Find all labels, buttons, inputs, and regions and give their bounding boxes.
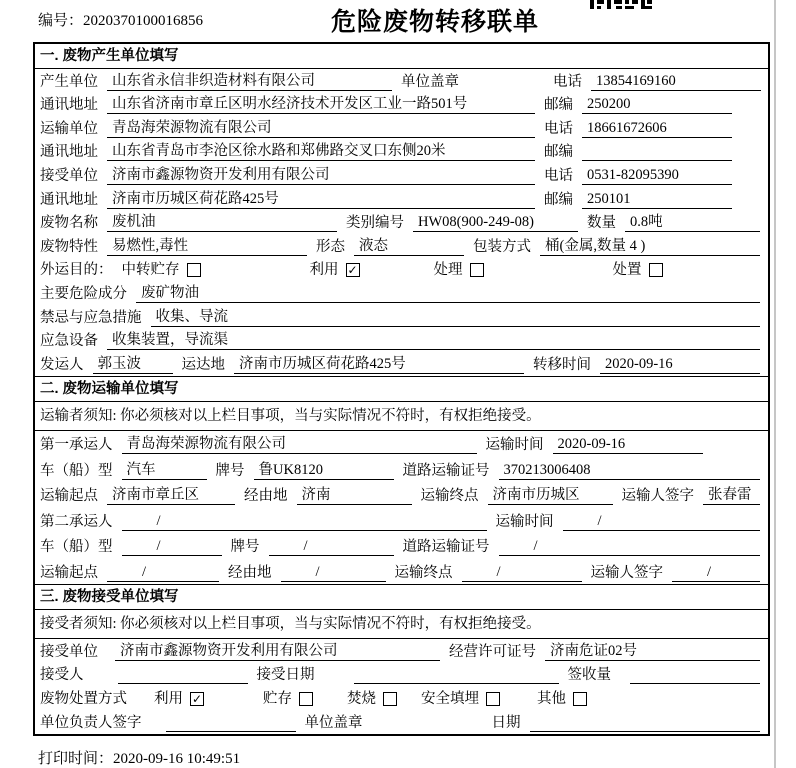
route1-row xyxy=(35,482,768,508)
field-label: 车（船）型 xyxy=(40,539,113,556)
field-label: 经营许可证号 xyxy=(449,643,536,660)
field-label: 通讯地址 xyxy=(40,144,98,161)
form-table xyxy=(33,42,770,736)
field-value: 易燃性,毒性 xyxy=(107,237,307,256)
field-label: 外运目的： xyxy=(40,262,113,279)
field-value: 0531-82095390 xyxy=(582,166,732,185)
field-label: 车（船）型 xyxy=(40,462,113,479)
field-label: 运输人签字 xyxy=(590,564,663,581)
field-value xyxy=(166,714,296,732)
consignor-row xyxy=(35,352,768,376)
field-value: / xyxy=(499,537,761,556)
field-value: 山东省永信非织造材料有限公司 xyxy=(107,72,392,91)
checkbox-unchecked xyxy=(486,692,500,706)
field-value: 18661672606 xyxy=(582,119,732,138)
carrier2-row xyxy=(35,507,768,533)
field-value: 济南市历城区荷花路425号 xyxy=(107,190,535,209)
field-label: 牌号 xyxy=(215,462,245,479)
field-label: 邮编 xyxy=(544,144,573,161)
field-value: 2020-09-16 xyxy=(600,355,760,374)
hazard-component-row xyxy=(35,281,768,305)
field-label: 运输起点 xyxy=(40,564,98,581)
field-label: 道路运输证号 xyxy=(402,462,490,479)
field-label: 形态 xyxy=(316,238,345,255)
field-label: 接受单位 xyxy=(40,167,98,184)
field-value: / xyxy=(672,563,760,582)
checkbox-checked: ✓ xyxy=(191,691,203,706)
field-value: / xyxy=(107,563,219,582)
checkbox-option xyxy=(122,261,201,279)
field-value: / xyxy=(563,512,761,531)
field-label: 运输时间 xyxy=(495,513,554,530)
field-value: 250101 xyxy=(582,190,732,209)
receipt-row xyxy=(35,663,768,687)
field-value xyxy=(582,143,732,161)
field-label: 电话 xyxy=(544,120,573,137)
field-label: 接受人 xyxy=(40,667,84,684)
field-value: / xyxy=(281,563,386,582)
section-receive xyxy=(35,584,768,734)
field-label: 转移时间 xyxy=(533,356,591,373)
field-value xyxy=(630,666,760,684)
field-value: HW08(900-249-08) xyxy=(413,213,578,232)
carrier1-row xyxy=(35,431,768,457)
field-label: 通讯地址 xyxy=(40,97,98,114)
field-label: 第二承运人 xyxy=(40,513,113,530)
field-label: 运输终点 xyxy=(394,564,453,581)
receiver-address-row xyxy=(35,187,768,211)
field-label: 接受单位 xyxy=(40,643,98,660)
field-label: 电话 xyxy=(553,73,582,90)
field-label: 道路运输证号 xyxy=(402,539,490,556)
field-value: 13854169160 xyxy=(591,72,761,91)
field-value xyxy=(354,666,559,684)
checkbox-unchecked xyxy=(470,263,484,277)
field-label: 发运人 xyxy=(40,356,84,373)
field-value: 0.8吨 xyxy=(625,213,760,232)
field-label: 运输人签字 xyxy=(621,488,694,505)
field-value: 鲁UK8120 xyxy=(254,461,394,480)
field-label: 签收量 xyxy=(567,667,611,684)
checkbox-label: 贮存 xyxy=(263,691,292,708)
producer-address-row xyxy=(35,93,768,117)
section-notice-transport: 运输者须知: 你必须核对以上栏目事项，当与实际情况不符时，有权拒绝接受。 xyxy=(35,402,768,431)
checkbox-option xyxy=(613,261,663,279)
disposal-method-row xyxy=(35,686,768,710)
section-heading-transport: 二. 废物运输单位填写 xyxy=(35,377,768,402)
field-value: 济南危证02号 xyxy=(545,642,760,661)
field-label: 废物处置方式 xyxy=(40,691,127,708)
receiver-license-row xyxy=(35,639,768,663)
field-value: 汽车 xyxy=(122,461,207,480)
document-header xyxy=(0,0,796,40)
section-producer xyxy=(35,44,768,376)
field-label: 数量 xyxy=(587,215,616,232)
emergency-measures-row xyxy=(35,305,768,329)
field-label: 第一承运人 xyxy=(40,437,113,454)
print-time-value: 2020-09-16 10:49:51 xyxy=(113,751,241,767)
field-label: 运输终点 xyxy=(420,488,479,505)
field-value: 山东省济南市章丘区明水经济技术开发区工业一路501号 xyxy=(107,95,535,114)
checkbox-label: 处理 xyxy=(433,262,463,279)
print-time-label: 打印时间： xyxy=(38,751,114,767)
field-value: 2020-09-16 xyxy=(553,435,703,454)
checkbox-unchecked xyxy=(573,692,587,706)
waste-property-row xyxy=(35,234,768,258)
field-label: 电话 xyxy=(544,167,573,184)
checkbox-unchecked xyxy=(299,692,313,706)
field-value: 济南市鑫源物资开发利用有限公司 xyxy=(107,166,535,185)
field-value: 液态 xyxy=(354,237,464,256)
field-label: 运输单位 xyxy=(40,120,98,137)
serial-number xyxy=(38,9,203,30)
section-transport xyxy=(35,376,768,584)
checkbox-option xyxy=(154,690,204,708)
field-value: 废机油 xyxy=(107,213,337,232)
field-label: 禁忌与应急措施 xyxy=(40,309,142,326)
checkbox-option xyxy=(347,690,397,708)
field-label: 运输起点 xyxy=(40,488,98,505)
field-value: 青岛海荣源物流有限公司 xyxy=(107,119,535,138)
field-value: 收集装置，导流渠 xyxy=(107,331,760,350)
checkbox-label: 利用 xyxy=(154,691,183,708)
field-value: / xyxy=(122,537,222,556)
field-value: 桶(金属,数量 4 ) xyxy=(540,237,760,256)
field-label: 产生单位 xyxy=(40,73,98,90)
field-value: 250200 xyxy=(582,95,732,114)
checkbox-unchecked xyxy=(383,692,397,706)
field-value: / xyxy=(462,563,582,582)
field-value: 废矿物油 xyxy=(136,284,760,303)
print-time xyxy=(38,747,240,768)
field-value: 济南 xyxy=(297,486,412,505)
checkbox-label: 处置 xyxy=(612,262,642,279)
field-label: 通讯地址 xyxy=(40,191,98,208)
checkbox-unchecked xyxy=(649,263,663,277)
checkbox-label: 安全填埋 xyxy=(421,691,479,708)
checkbox-label: 利用 xyxy=(309,262,339,279)
field-value: 济南市历城区 xyxy=(488,486,613,505)
field-value: 济南市历城区荷花路425号 xyxy=(234,355,524,374)
field-label: 经由地 xyxy=(244,488,288,505)
checkbox-option xyxy=(434,261,484,279)
field-value: 张春雷 xyxy=(703,486,760,505)
field-value: 济南市章丘区 xyxy=(107,486,235,505)
checkbox-label: 焚烧 xyxy=(347,691,376,708)
transfer-purpose-row xyxy=(35,258,768,282)
field-label: 接受日期 xyxy=(256,667,315,684)
checkbox-label: 中转贮存 xyxy=(121,262,180,279)
waste-name-row xyxy=(35,211,768,235)
qr-code-partial-icon xyxy=(590,0,652,9)
field-value: 郭玉波 xyxy=(93,355,173,374)
field-label: 废物特性 xyxy=(40,238,98,255)
field-label: 邮编 xyxy=(544,97,573,114)
document-title: 危险废物转移联单 xyxy=(331,8,540,36)
field-value: 收集、导流 xyxy=(151,308,761,327)
receiver-unit-row xyxy=(35,163,768,187)
section-notice-receive: 接受者须知: 你必须核对以上栏目事项，当与实际情况不符时，有权拒绝接受。 xyxy=(35,610,768,639)
field-label: 应急设备 xyxy=(40,333,98,350)
field-label: 单位盖章 xyxy=(401,73,459,90)
checkbox-option xyxy=(310,261,360,279)
field-label: 主要危险成分 xyxy=(40,285,127,302)
field-value xyxy=(118,666,248,684)
field-label: 单位盖章 xyxy=(304,714,363,731)
signature-row xyxy=(35,710,768,734)
field-label: 类别编号 xyxy=(346,215,404,232)
checkbox-unchecked xyxy=(187,263,201,277)
vehicle1-row xyxy=(35,456,768,482)
field-value: 济南市鑫源物资开发利用有限公司 xyxy=(115,642,440,661)
producer-unit-row xyxy=(35,69,768,93)
field-label: 邮编 xyxy=(544,191,573,208)
checkbox-checked: ✓ xyxy=(347,262,358,277)
field-value: / xyxy=(269,537,394,556)
field-value: 370213006408 xyxy=(499,461,761,480)
route2-row xyxy=(35,558,768,584)
field-label: 运达地 xyxy=(181,356,225,373)
checkbox-option xyxy=(263,690,313,708)
field-value: 山东省青岛市李沧区徐水路和郑佛路交叉口东侧20米 xyxy=(107,142,535,161)
transporter-unit-row xyxy=(35,116,768,140)
section-heading-producer: 一. 废物产生单位填写 xyxy=(35,44,768,69)
page-edge-line xyxy=(774,0,776,768)
serial-label: 编号： xyxy=(38,13,84,29)
field-value: 青岛海荣源物流有限公司 xyxy=(122,435,477,454)
section-heading-receive: 三. 废物接受单位填写 xyxy=(35,585,768,610)
checkbox-option xyxy=(421,690,500,708)
field-label: 单位负责人签字 xyxy=(40,714,142,731)
serial-value: 2020370100016856 xyxy=(83,13,204,29)
field-label: 废物名称 xyxy=(40,215,98,232)
checkbox-label: 其他 xyxy=(537,691,566,708)
transporter-address-row xyxy=(35,140,768,164)
field-label: 运输时间 xyxy=(485,437,544,454)
field-value xyxy=(530,714,761,732)
emergency-equipment-row xyxy=(35,329,768,353)
field-label: 牌号 xyxy=(230,539,260,556)
field-value: / xyxy=(122,512,487,531)
field-label: 日期 xyxy=(491,714,521,731)
checkbox-option xyxy=(537,690,587,708)
field-label: 经由地 xyxy=(228,564,272,581)
vehicle2-row xyxy=(35,533,768,559)
field-label: 包装方式 xyxy=(473,238,531,255)
